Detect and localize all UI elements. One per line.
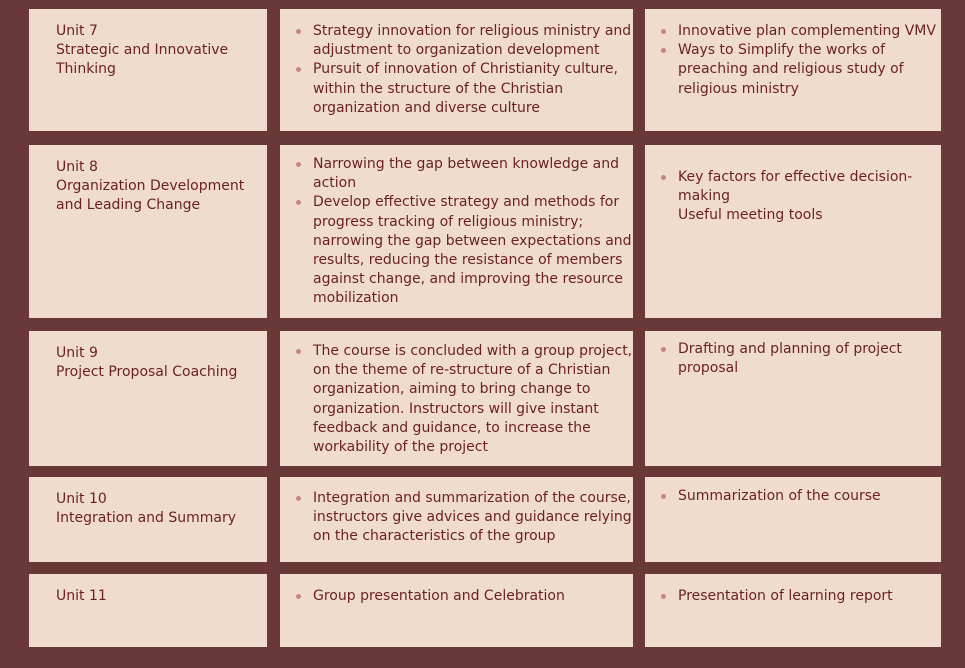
bullet-list [645,487,941,506]
unit-card [29,331,267,466]
unit-title-line: Strategic and Innovative [56,42,229,59]
bullet-list [645,587,941,606]
content-card [280,145,633,318]
outcomes-card [645,9,941,131]
bullet-list [645,22,941,99]
unit-card [29,9,267,131]
bullet-line: Ways to Simplify the works of [678,42,886,59]
bullet-line: Group presentation and Celebration [313,588,565,604]
unit-number: Unit 9 [56,345,98,361]
bullet-line: on the characteristics of the group [313,528,556,545]
bullet-line: adjustment to organization development [313,42,600,59]
content-card [280,9,633,131]
bullet-line: action [313,175,357,192]
bullet-line: results, reducing the resistance of members [313,252,623,269]
bullet-line: Pursuit of innovation of Christianity culture, [313,61,618,78]
bullet-list [280,342,633,457]
content-card [280,331,633,466]
bullet-list [645,340,941,378]
bullet-list [280,587,633,606]
bullet-line: workability of the project [313,439,488,456]
bullet-item [678,340,941,378]
bullet-item [678,487,941,506]
unit-number: Unit 11 [56,588,107,604]
bullet-item [313,587,633,606]
bullet-line: feedback and guidance, to increase the [313,419,591,436]
unit-title-line: Project Proposal Coaching [56,364,238,381]
bullet-line: Summarization of the course [678,488,881,504]
bullet-item [313,489,633,547]
bullet-line: organization and diverse culture [313,99,540,116]
unit-card [29,574,267,647]
bullet-list [280,155,633,309]
bullet-line: The course is concluded with a group project, [313,343,633,359]
bullet-item [678,587,941,606]
bullet-line: mobilization [313,290,399,307]
bullet-line: progress tracking of religious ministry; [313,213,584,230]
unit-title-line: and Leading Change [56,197,201,214]
bullet-line: Presentation of learning report [678,588,893,604]
unit-card [29,145,267,318]
outcomes-card [645,574,941,647]
unit-number: Unit 8 [56,159,98,175]
bullet-list [280,22,633,118]
content-card [280,477,633,562]
bullet-line: Drafting and planning of project [678,341,902,357]
bullet-line: narrowing the gap between expectations and [313,232,632,249]
bullet-item [678,22,941,41]
bullet-line: organization. Instructors will give instant [313,400,599,417]
bullet-item [313,342,633,457]
bullet-line: making [678,188,730,205]
bullet-line: Narrowing the gap between knowledge and [313,156,620,172]
outcomes-card [645,145,941,318]
unit-number: Unit 7 [56,23,98,39]
bullet-list [280,489,633,547]
bullet-line: organization, aiming to bring change to [313,381,591,398]
bullet-line: Develop effective strategy and methods for [313,194,620,211]
bullet-item [313,60,633,118]
bullet-line: within the structure of the Christian [313,80,564,97]
bullet-line: Innovative plan complementing VMV [678,23,936,39]
outcomes-card [645,331,941,466]
unit-number: Unit 10 [56,491,107,507]
bullet-line: on the theme of re-structure of a Christian [313,362,611,379]
bullet-line: Useful meeting tools [678,207,823,224]
bullet-line: Integration and summarization of the course, [313,490,631,506]
bullet-line: Strategy innovation for religious ministry and [313,23,632,39]
bullet-item [313,22,633,60]
bullet-line: against change, and improving the resource [313,271,624,288]
bullet-line: Key factors for effective decision- [678,169,913,185]
bullet-line: religious ministry [678,80,799,97]
unit-title-line: Integration and Summary [56,510,237,527]
bullet-item [313,193,633,308]
unit-card [29,477,267,562]
outcomes-card [645,477,941,562]
unit-title-line: Organization Development [56,178,245,195]
bullet-item [678,168,941,226]
bullet-item [678,41,941,99]
bullet-line: instructors give advices and guidance relying [313,509,632,526]
unit-title-line: Thinking [56,61,116,78]
bullet-list [645,168,941,226]
bullet-line: preaching and religious study of [678,61,904,78]
content-card [280,574,633,647]
bullet-item [313,155,633,193]
bullet-line: proposal [678,360,739,377]
